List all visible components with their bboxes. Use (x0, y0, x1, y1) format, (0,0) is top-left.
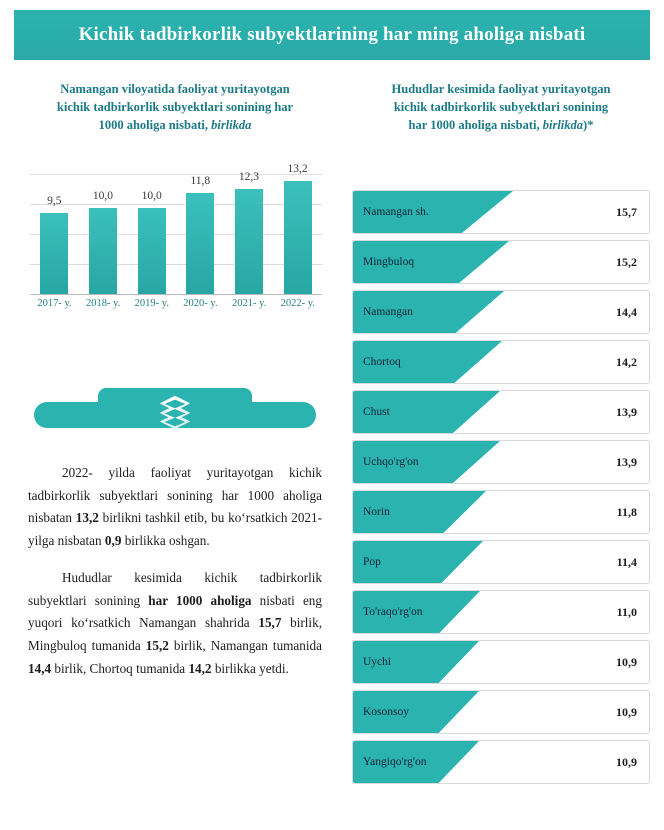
paragraph-1-value-2: 0,9 (104, 533, 122, 549)
left-column (14, 80, 336, 316)
bar-chart-plot-area (30, 163, 322, 295)
bar-item (281, 163, 315, 294)
region-row[interactable] (352, 340, 650, 384)
paragraph-1-part-2: birlikni tashkil etib, bu ko‘rsatkich 2021- yilga nisbatan (28, 510, 323, 549)
region-name: Namangan sh. (363, 206, 429, 218)
bar-value-label: 9,5 (47, 195, 62, 208)
region-name: Mingbuloq (363, 256, 415, 268)
bar (89, 208, 117, 294)
region-row[interactable] (352, 190, 650, 234)
bar-value-label: 12,3 (238, 171, 260, 184)
bar-value-label: 11,8 (190, 175, 211, 188)
region-row[interactable] (352, 540, 650, 584)
bar (284, 181, 312, 294)
region-row[interactable] (352, 240, 650, 284)
bar-series (30, 163, 322, 294)
bar-item (37, 174, 71, 294)
funnel-chart-title-italic: birlikda (542, 118, 584, 133)
bar-item (135, 174, 169, 294)
paragraph-2-part-3: birlik, Mingbuloq tumanida (28, 615, 322, 653)
vertical-bar-chart (24, 146, 326, 316)
region-row[interactable] (352, 390, 650, 434)
paragraph-1-value-1: 13,2 (75, 510, 99, 526)
region-value: 15,7 (616, 204, 637, 219)
bar-value-label: 10,0 (92, 190, 114, 203)
region-row[interactable] (352, 690, 650, 734)
paragraph-2-part-4: birlik, Namangan tumanida (168, 637, 322, 653)
paragraph-2-value-3: 14,4 (28, 660, 52, 676)
paragraph-2-part-1: Hududlar kesimida kichik tadbirkorlik subyektlari sonining (28, 569, 322, 608)
region-name: Yangiqo'rg'on (363, 756, 427, 768)
bar-chart-title-italic: birlikda (211, 118, 252, 133)
paragraph-2-value-1: 15,7 (258, 615, 282, 631)
x-axis-tick-label: 2020- y. (183, 298, 218, 310)
region-row[interactable] (352, 740, 650, 784)
funnel-chart-title-line1: Hududlar kesimida faoliyat yuritayotgan (391, 82, 611, 96)
right-column (352, 80, 650, 134)
funnel-chart-title-line3: har 1000 aholiga nisbati, (408, 118, 540, 133)
x-axis-tick-label: 2019- y. (134, 298, 169, 310)
region-value: 14,4 (616, 304, 637, 319)
region-value: 11,8 (616, 504, 637, 519)
funnel-chart-title-tail: )* (583, 118, 594, 133)
bar-item (86, 174, 120, 294)
region-value: 13,9 (616, 454, 637, 469)
region-value: 11,4 (616, 554, 637, 569)
x-axis-tick-label: 2018- y. (85, 298, 121, 310)
region-value: 10,9 (616, 754, 637, 769)
bar-chart-title-line3: 1000 aholiga nisbati, (98, 118, 208, 133)
bar-item (183, 174, 217, 294)
region-name: Chust (363, 406, 390, 418)
bar (40, 213, 68, 294)
paragraph-2-emphasis: har 1000 aholiga (148, 592, 252, 608)
region-value: 10,9 (616, 704, 637, 719)
bar (138, 208, 166, 294)
region-name: Chortoq (363, 356, 401, 368)
region-name: Uychi (363, 656, 392, 668)
region-value: 11,0 (616, 604, 637, 619)
funnel-chart-title-line2: kichik tadbirkorlik subyektlari sonining (393, 100, 609, 115)
paragraph-2-value-4: 14,2 (188, 660, 212, 676)
region-name: Pop (363, 556, 381, 568)
region-value: 13,9 (616, 404, 637, 419)
region-row[interactable] (352, 490, 650, 534)
page-header (14, 10, 650, 60)
paragraph-2-part-6: birlikka yetdi. (211, 660, 289, 676)
paragraph-1-part-1: 2022- yilda faoliyat yuritayotgan kichik tadbirkorlik subyektlari sonining har 1000 aholiga nisbatan (28, 465, 322, 526)
paragraph-1-part-3: birlikka oshgan. (121, 533, 210, 549)
paragraph-1 (28, 462, 322, 553)
paragraph-2-part-2: nisbati eng yuqori ko‘rsatkich Namangan shahrida (28, 592, 322, 631)
paragraph-2-part-5: birlik, Chortoq tumanida (51, 660, 189, 676)
region-value: 14,2 (616, 354, 637, 369)
x-axis-tick-label: 2021- y. (231, 298, 267, 310)
paragraph-2 (28, 567, 322, 681)
bar-chart-title (14, 80, 336, 134)
region-name: Kosonsoy (363, 706, 410, 718)
bar-value-label: 13,2 (287, 163, 308, 176)
layers-icon (156, 392, 194, 430)
region-row[interactable] (352, 590, 650, 634)
bar-chart-title-line2: kichik tadbirkorlik subyektlari sonining har (56, 100, 294, 115)
bar-value-label: 10,0 (141, 190, 162, 203)
x-axis-tick-label: 2017- y. (37, 298, 72, 310)
bar (235, 189, 263, 294)
bar-item (232, 171, 266, 294)
region-value: 15,2 (616, 254, 637, 269)
bar-chart-x-axis (30, 298, 322, 309)
region-row[interactable] (352, 290, 650, 334)
region-row[interactable] (352, 640, 650, 684)
page-title: Kichik tadbirkorlik subyektlarining har ming aholiga nisbati (78, 24, 586, 45)
paragraph-2-value-2: 15,2 (145, 637, 169, 653)
emblem-divider (14, 382, 336, 448)
region-row[interactable] (352, 440, 650, 484)
region-name: Norin (363, 506, 390, 518)
region-value: 10,9 (616, 654, 637, 669)
bar (186, 193, 214, 294)
region-value-list (352, 190, 650, 790)
region-name: Uchqo'rg'on (363, 456, 419, 468)
x-axis-tick-label: 2022- y. (280, 298, 315, 310)
funnel-chart-title (352, 80, 650, 134)
narrative-text (14, 462, 336, 694)
region-name: To'raqo'rg'on (363, 606, 423, 618)
region-name: Namangan (363, 306, 413, 318)
bar-chart-title-line1: Namangan viloyatida faoliyat yuritayotgan (60, 82, 290, 96)
